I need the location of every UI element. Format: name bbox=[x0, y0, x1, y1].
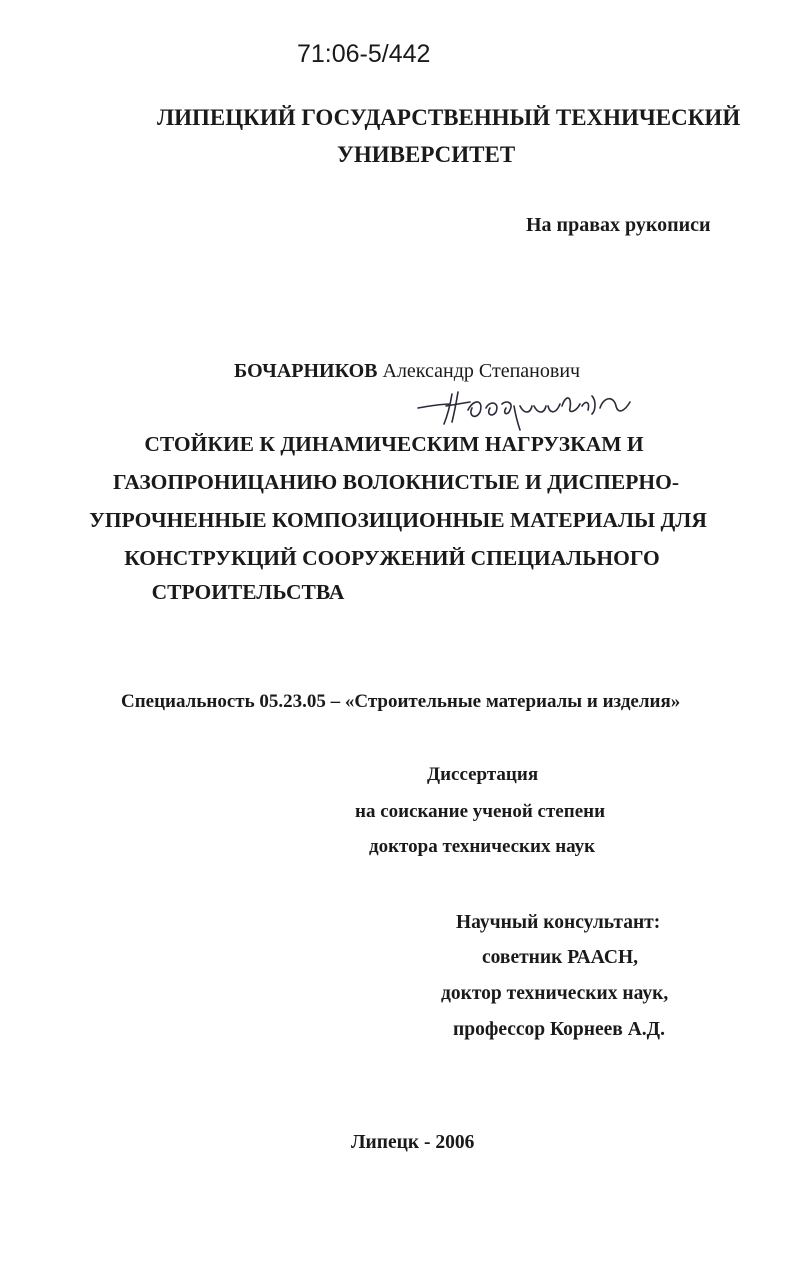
manuscript-rights-note: На правах рукописи bbox=[526, 214, 711, 236]
author-surname: БОЧАРНИКОВ bbox=[234, 360, 378, 382]
consultant-name: профессор Корнеев А.Д. bbox=[453, 1019, 665, 1040]
specialty: Специальность 05.23.05 – «Строительные материалы и изделия» bbox=[121, 691, 681, 712]
degree-purpose: на соискание ученой степени bbox=[355, 801, 606, 822]
dissertation-title-line-2: ГАЗОПРОНИЦАНИЮ ВОЛОКНИСТЫЕ И ДИСПЕРНО- bbox=[113, 470, 679, 494]
author-given-names: Александр Степанович bbox=[382, 360, 581, 382]
consultant-label: Научный консультант: bbox=[456, 912, 661, 933]
archive-stamp: 71:06-5/442 bbox=[297, 40, 431, 68]
dissertation-title-line-5: СТРОИТЕЛЬСТВА bbox=[151, 580, 345, 604]
dissertation-title-line-3: УПРОЧНЕННЫЕ КОМПОЗИЦИОННЫЕ МАТЕРИАЛЫ ДЛЯ bbox=[89, 508, 707, 532]
degree-name: доктора технических наук bbox=[369, 836, 596, 857]
consultant-degree: доктор технических наук, bbox=[441, 983, 669, 1004]
handwritten-signature bbox=[410, 384, 650, 434]
author-name bbox=[234, 360, 580, 383]
consultant-title: советник РААСН, bbox=[482, 947, 638, 968]
dissertation-title-line-4: КОНСТРУКЦИЙ СООРУЖЕНИЙ СПЕЦИАЛЬНОГО bbox=[124, 546, 660, 570]
city-year: Липецк - 2006 bbox=[351, 1132, 475, 1153]
university-name-line-2: УНИВЕРСИТЕТ bbox=[337, 142, 516, 167]
dissertation-title-line-1: СТОЙКИЕ К ДИНАМИЧЕСКИМ НАГРУЗКАМ И bbox=[144, 432, 644, 456]
dissertation-label: Диссертация bbox=[427, 764, 539, 785]
university-name-line-1: ЛИПЕЦКИЙ ГОСУДАРСТВЕННЫЙ ТЕХНИЧЕСКИЙ bbox=[157, 105, 741, 130]
